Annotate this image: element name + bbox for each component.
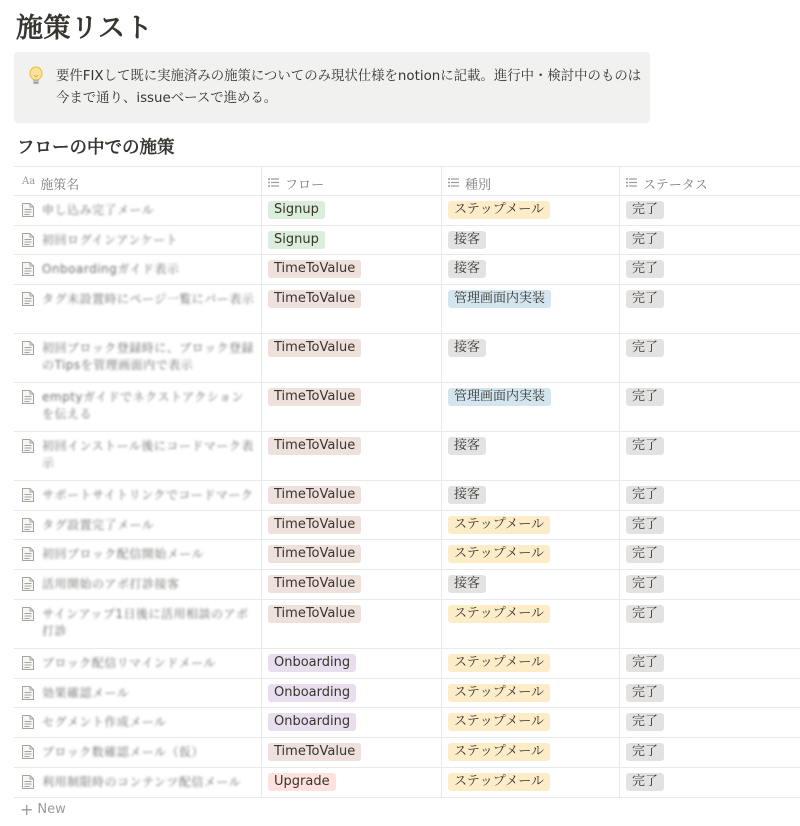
page-icon: [22, 292, 34, 306]
cell-type[interactable]: [442, 540, 620, 569]
cell-flow[interactable]: [262, 600, 442, 648]
cell-status[interactable]: [620, 481, 800, 510]
cell-flow[interactable]: [262, 481, 442, 510]
page-icon: [22, 439, 34, 453]
page-icon: [22, 745, 34, 759]
title-property-icon: Aa: [22, 176, 36, 187]
status-tag: 完了: [626, 231, 664, 249]
cell-type[interactable]: [442, 708, 620, 737]
type-tag: 接客: [448, 231, 486, 249]
type-tag: 接客: [448, 575, 486, 593]
database-table: [14, 166, 800, 798]
page-icon: [22, 547, 34, 561]
cell-flow[interactable]: [262, 738, 442, 767]
page-icon: [22, 518, 34, 532]
cell-status[interactable]: [620, 768, 800, 797]
cell-type[interactable]: [442, 285, 620, 333]
page-icon: [22, 390, 34, 404]
cell-name[interactable]: [14, 570, 262, 599]
cell-flow[interactable]: [262, 285, 442, 333]
column-label: 施策名: [40, 178, 80, 193]
cell-status[interactable]: [620, 570, 800, 599]
status-tag: 完了: [626, 290, 664, 308]
cell-flow[interactable]: [262, 540, 442, 569]
cell-type[interactable]: [442, 196, 620, 225]
flow-tag: TimeToValue: [268, 575, 361, 593]
status-tag: 完了: [626, 516, 664, 534]
cell-name[interactable]: [14, 285, 262, 333]
list-icon: [448, 178, 459, 187]
cell-flow[interactable]: [262, 679, 442, 707]
cell-type[interactable]: [442, 738, 620, 767]
table-row[interactable]: [14, 600, 800, 649]
type-tag: 管理画面内実装: [448, 290, 551, 308]
status-tag: 完了: [626, 575, 664, 593]
cell-type[interactable]: [442, 649, 620, 678]
cell-status[interactable]: [620, 649, 800, 678]
callout: [14, 52, 650, 123]
row-title[interactable]: 初回ブロック配信開始メール: [42, 547, 205, 561]
cell-name[interactable]: [14, 708, 262, 737]
page-icon: [22, 607, 34, 621]
cell-name[interactable]: [14, 196, 262, 225]
table-row[interactable]: [14, 649, 800, 679]
cell-name[interactable]: [14, 383, 262, 431]
type-tag: ステップメール: [448, 713, 550, 731]
lightbulb-icon: [28, 66, 44, 86]
row-title[interactable]: 活用開始のアポ打診接客: [42, 577, 180, 591]
cell-status[interactable]: [620, 334, 800, 382]
cell-name[interactable]: [14, 481, 262, 510]
cell-type[interactable]: [442, 511, 620, 539]
list-icon: [626, 178, 637, 187]
flow-tag: TimeToValue: [268, 388, 361, 406]
column-label: ステータス: [643, 178, 708, 193]
type-tag: 接客: [448, 437, 486, 455]
cell-name[interactable]: [14, 334, 262, 382]
cell-status[interactable]: [620, 679, 800, 707]
row-title[interactable]: 初回インストール後にコードマーク表示: [42, 439, 254, 470]
cell-status[interactable]: [620, 540, 800, 569]
new-row-label: New: [37, 802, 66, 817]
status-tag: 完了: [626, 260, 664, 278]
table-row[interactable]: [14, 570, 800, 600]
table-row[interactable]: [14, 708, 800, 738]
status-tag: 完了: [626, 713, 664, 731]
cell-name[interactable]: [14, 432, 262, 480]
table-row[interactable]: [14, 196, 800, 226]
cell-status[interactable]: [620, 285, 800, 333]
type-tag: 接客: [448, 486, 486, 504]
page-icon: [22, 686, 34, 700]
flow-tag: TimeToValue: [268, 339, 361, 357]
type-tag: 管理画面内実装: [448, 388, 551, 406]
new-row-button[interactable]: [20, 799, 66, 819]
type-tag: ステップメール: [448, 684, 550, 702]
table-row[interactable]: [14, 738, 800, 768]
status-tag: 完了: [626, 486, 664, 504]
row-title[interactable]: 初回ブロック登録時に、ブロック登録のTipsを管理画面内で表示: [42, 341, 255, 372]
row-title[interactable]: サインアップ1日後に活用相談のアポ打診: [42, 607, 249, 638]
row-title[interactable]: 初回ログインアンケート: [42, 233, 179, 247]
page-icon: [22, 577, 34, 591]
cell-flow[interactable]: [262, 255, 442, 284]
cell-flow[interactable]: [262, 432, 442, 480]
list-icon: [268, 178, 279, 187]
cell-name[interactable]: [14, 679, 262, 707]
status-tag: 完了: [626, 773, 664, 791]
page-icon: [22, 488, 34, 502]
flow-tag: Onboarding: [268, 654, 356, 672]
column-label: フロー: [285, 178, 325, 193]
cell-status[interactable]: [620, 196, 800, 225]
type-tag: 接客: [448, 339, 486, 357]
table-row[interactable]: [14, 768, 800, 798]
flow-tag: TimeToValue: [268, 437, 361, 455]
plus-icon: +: [20, 799, 34, 819]
status-tag: 完了: [626, 684, 664, 702]
cell-type[interactable]: [442, 383, 620, 431]
column-label: 種別: [465, 178, 492, 193]
table-row[interactable]: [14, 255, 800, 285]
cell-type[interactable]: [442, 600, 620, 648]
table-row[interactable]: [14, 511, 800, 540]
flow-tag: Signup: [268, 201, 325, 219]
flow-tag: TimeToValue: [268, 545, 361, 563]
page-icon: [22, 715, 34, 729]
cell-status[interactable]: [620, 708, 800, 737]
cell-type[interactable]: [442, 768, 620, 797]
table-row[interactable]: [14, 226, 800, 255]
cell-name[interactable]: [14, 511, 262, 539]
table-row[interactable]: [14, 432, 800, 481]
status-tag: 完了: [626, 388, 664, 406]
cell-status[interactable]: [620, 432, 800, 480]
type-tag: ステップメール: [448, 605, 550, 623]
type-tag: ステップメール: [448, 516, 550, 534]
flow-tag: TimeToValue: [268, 743, 361, 761]
cell-type[interactable]: [442, 334, 620, 382]
cell-flow[interactable]: [262, 570, 442, 599]
flow-tag: Signup: [268, 231, 325, 249]
cell-flow[interactable]: [262, 196, 442, 225]
cell-type[interactable]: [442, 679, 620, 707]
type-tag: ステップメール: [448, 743, 550, 761]
cell-name[interactable]: [14, 255, 262, 284]
cell-status[interactable]: [620, 600, 800, 648]
status-tag: 完了: [626, 437, 664, 455]
cell-flow[interactable]: [262, 649, 442, 678]
column-header-flow[interactable]: [262, 167, 442, 195]
type-tag: ステップメール: [448, 773, 550, 791]
column-header-type[interactable]: [442, 167, 620, 195]
cell-flow[interactable]: [262, 226, 442, 254]
section-title: フローの中での施策: [17, 138, 175, 158]
flow-tag: TimeToValue: [268, 260, 361, 278]
cell-status[interactable]: [620, 511, 800, 539]
flow-tag: TimeToValue: [268, 290, 361, 308]
page-icon: [22, 233, 34, 247]
cell-status[interactable]: [620, 738, 800, 767]
flow-tag: TimeToValue: [268, 486, 361, 504]
cell-name[interactable]: [14, 738, 262, 767]
row-title[interactable]: 申し込み完了メール: [42, 203, 155, 217]
cell-type[interactable]: [442, 432, 620, 480]
cell-name[interactable]: [14, 649, 262, 678]
row-title[interactable]: セグメント作成メール: [42, 715, 167, 729]
cell-type[interactable]: [442, 226, 620, 254]
table-row[interactable]: [14, 481, 800, 511]
table-row[interactable]: [14, 679, 800, 708]
type-tag: ステップメール: [448, 654, 550, 672]
column-header-name[interactable]: [14, 167, 262, 195]
row-title[interactable]: ブロック配信リマインドメール: [42, 656, 216, 670]
row-title[interactable]: ブロック数確認メール（仮）: [42, 745, 205, 759]
column-header-status[interactable]: [620, 167, 800, 195]
cell-name[interactable]: [14, 600, 262, 648]
page-icon: [22, 775, 34, 789]
cell-type[interactable]: [442, 481, 620, 510]
cell-name[interactable]: [14, 768, 262, 797]
cell-name[interactable]: [14, 226, 262, 254]
status-tag: 完了: [626, 654, 664, 672]
status-tag: 完了: [626, 339, 664, 357]
status-tag: 完了: [626, 545, 664, 563]
flow-tag: Upgrade: [268, 773, 336, 791]
row-title[interactable]: Onboardingガイド表示: [42, 262, 180, 276]
cell-flow[interactable]: [262, 334, 442, 382]
page-icon: [22, 262, 34, 276]
row-title[interactable]: 効果確認メール: [42, 686, 130, 700]
flow-tag: Onboarding: [268, 684, 356, 702]
table-row[interactable]: [14, 383, 800, 432]
status-tag: 完了: [626, 201, 664, 219]
table-body: [14, 196, 800, 798]
type-tag: ステップメール: [448, 201, 550, 219]
status-tag: 完了: [626, 743, 664, 761]
cell-status[interactable]: [620, 226, 800, 254]
row-title[interactable]: emptyガイドでネクストアクションを伝える: [42, 390, 245, 421]
callout-text: 要件FIXして既に実施済みの施策についてのみ現状仕様をnotionに記載。進行中・検討中のものは今まで通り、issueベースで進める。: [56, 69, 642, 106]
type-tag: 接客: [448, 260, 486, 278]
cell-flow[interactable]: [262, 511, 442, 539]
table-row[interactable]: [14, 540, 800, 570]
page-icon: [22, 203, 34, 217]
cell-flow[interactable]: [262, 768, 442, 797]
cell-flow[interactable]: [262, 383, 442, 431]
cell-type[interactable]: [442, 570, 620, 599]
type-tag: ステップメール: [448, 545, 550, 563]
cell-status[interactable]: [620, 383, 800, 431]
cell-type[interactable]: [442, 255, 620, 284]
table-header: [14, 166, 800, 196]
cell-flow[interactable]: [262, 708, 442, 737]
flow-tag: TimeToValue: [268, 516, 361, 534]
row-title[interactable]: タグ未設置時にページ一覧にバー表示: [42, 292, 255, 306]
table-row[interactable]: [14, 334, 800, 383]
page-icon: [22, 656, 34, 670]
row-title[interactable]: タグ設置完了メール: [42, 518, 155, 532]
flow-tag: TimeToValue: [268, 605, 361, 623]
row-title[interactable]: サポートサイトリンクでコードマーク: [42, 488, 254, 502]
page-title: 施策リスト: [16, 13, 153, 44]
row-title[interactable]: 利用制限時のコンテンツ配信メール: [42, 775, 242, 789]
flow-tag: Onboarding: [268, 713, 356, 731]
cell-name[interactable]: [14, 540, 262, 569]
cell-status[interactable]: [620, 255, 800, 284]
table-row[interactable]: [14, 285, 800, 334]
status-tag: 完了: [626, 605, 664, 623]
page-icon: [22, 341, 34, 355]
